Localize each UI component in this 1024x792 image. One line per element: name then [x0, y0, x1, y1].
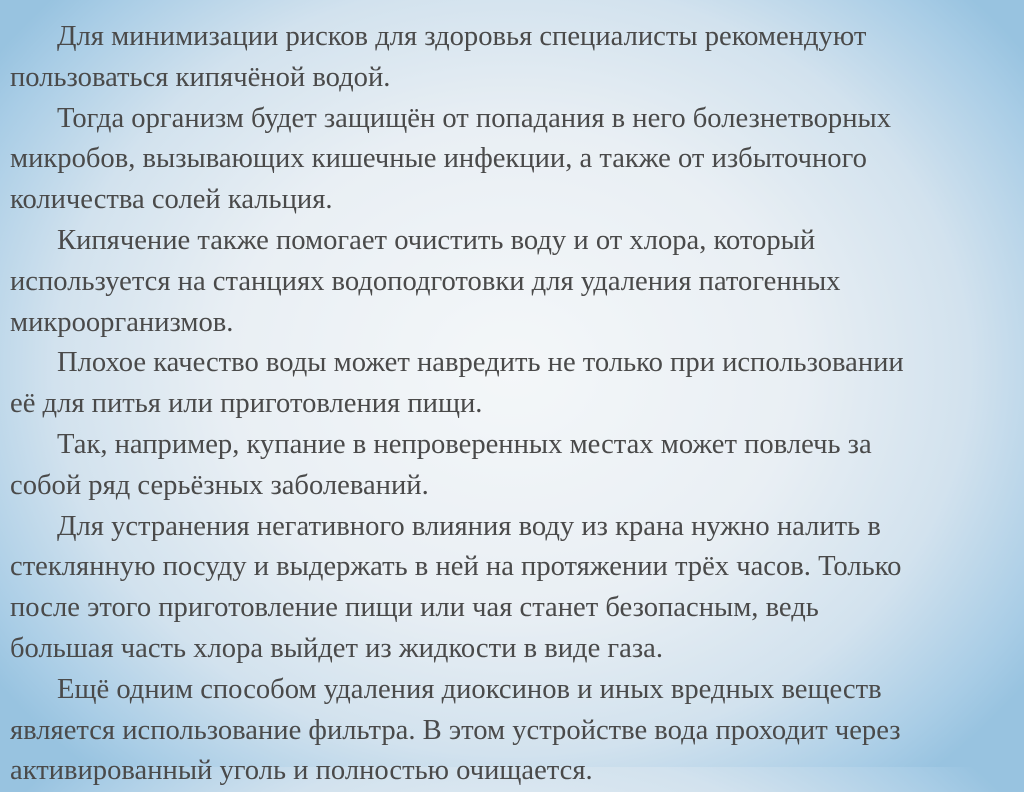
- text-line: большая часть хлора выйдет из жидкости в виде газа.: [10, 632, 663, 664]
- text-line: стеклянную посуду и выдержать в ней на протяжении трёх часов. Только: [10, 551, 902, 583]
- paragraph-6: [10, 507, 1000, 670]
- paragraph-1: [10, 17, 1000, 99]
- slide-text-body: [10, 17, 1000, 792]
- text-line: Для устранения негативного влияния воду из крана нужно налить в: [57, 510, 881, 542]
- text-line: количества солей кальция.: [10, 184, 333, 216]
- text-line: является использование фильтра. В этом устройстве вода проходит через: [10, 714, 901, 746]
- text-line: микроорганизмов.: [10, 306, 234, 338]
- text-line: используется на станциях водоподготовки для удаления патогенных: [10, 265, 841, 297]
- paragraph-2: [10, 99, 1000, 221]
- text-line: Плохое качество воды может навредить не только при использовании: [57, 347, 904, 379]
- paragraph-5: [10, 425, 1000, 507]
- paragraph-3: [10, 221, 1000, 343]
- paragraph-7: [10, 670, 1000, 792]
- text-line: пользоваться кипячёной водой.: [10, 61, 391, 93]
- text-line: микробов, вызывающих кишечные инфекции, а также от избыточного: [10, 143, 867, 175]
- text-line: Ещё одним способом удаления диоксинов и иных вредных веществ: [57, 673, 882, 705]
- text-line: активированный уголь и полностью очищается.: [10, 755, 593, 787]
- text-line: Тогда организм будет защищён от попадания в него болезнетворных: [57, 102, 892, 134]
- text-line: Для минимизации рисков для здоровья специалисты рекомендуют: [57, 21, 867, 52]
- text-line: Кипячение также помогает очистить воду и от хлора, который: [57, 224, 816, 256]
- text-line: после этого приготовление пищи или чая станет безопасным, ведь: [10, 592, 819, 624]
- paragraph-4: [10, 343, 1000, 425]
- text-line: её для питья или приготовления пищи.: [10, 388, 483, 420]
- text-line: Так, например, купание в непроверенных местах может повлечь за: [57, 428, 872, 460]
- text-line: собой ряд серьёзных заболеваний.: [10, 469, 429, 501]
